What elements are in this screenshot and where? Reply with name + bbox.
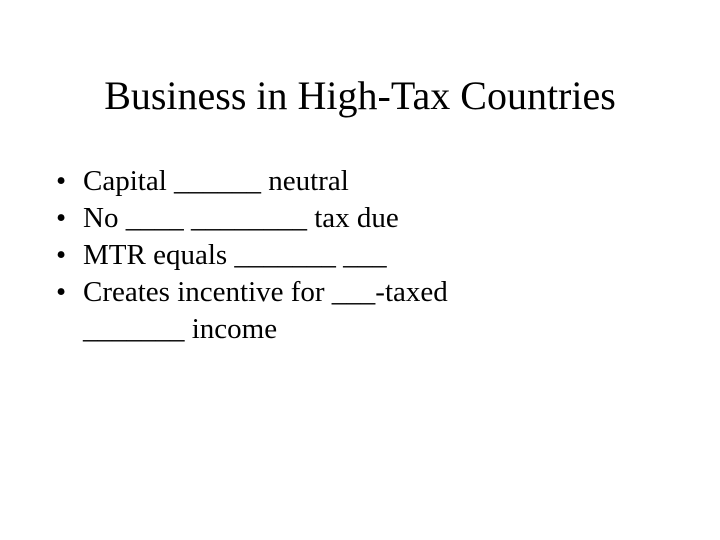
bullet-item	[56, 237, 458, 274]
bullet-icon: •	[56, 165, 67, 197]
bullet-text: No ____ ________ tax due	[83, 202, 399, 234]
bullet-text: Capital ______ neutral	[83, 165, 349, 197]
slide-title: Business in High-Tax Countries	[104, 73, 616, 118]
bullet-item	[56, 163, 458, 200]
bullet-item	[56, 274, 458, 348]
bullet-text: Creates incentive for ___-taxed _______ income	[83, 276, 448, 345]
bullet-icon: •	[56, 239, 67, 271]
bullet-text: MTR equals _______ ___	[83, 239, 387, 271]
bullet-list	[56, 163, 656, 348]
bullet-item	[56, 200, 458, 237]
bullet-icon: •	[56, 202, 67, 234]
bullet-icon: •	[56, 276, 67, 308]
